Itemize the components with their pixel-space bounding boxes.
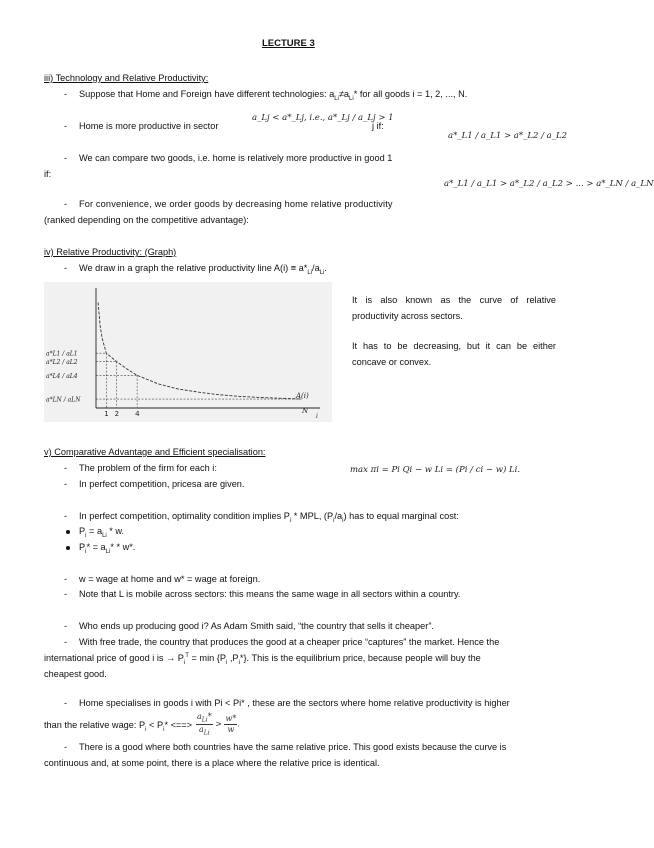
bullet-dot — [66, 530, 70, 534]
paragraph-ranked: (ranked depending on the competitive advantage): — [44, 215, 249, 225]
paragraph-wages: w = wage at home and w* = wage at foreign. — [79, 574, 261, 584]
paragraph-continuous: continuous and, at some point, there is a place where the relative price is identical. — [44, 758, 380, 768]
paragraph-same-price: There is a good where both countries have the same relative price. This good exists because the curve is — [79, 742, 507, 752]
paragraph-cheapest-good: cheapest good. — [44, 669, 107, 679]
x-tick-label: 2 — [114, 410, 120, 418]
paragraph-productive-sector: Home is more productive in sector — [79, 121, 219, 131]
relative-productivity-chart — [44, 282, 332, 422]
paragraph-if: if: — [44, 169, 52, 179]
list-dash: - — [64, 89, 68, 99]
section-v-heading: v) Comparative Advantage and Efficient specialisation: — [44, 447, 266, 457]
list-dash: - — [64, 153, 68, 163]
paragraph-home-specialises: Home specialises in goods i with Pi < Pi* , these are the sectors where home relative productivity is higher — [79, 698, 510, 708]
paragraph-adam-smith: Who ends up producing good i? As Adam Smith said, “the country that sells it cheaper”. — [79, 621, 434, 631]
list-dash: - — [64, 121, 68, 131]
chart-background — [44, 282, 332, 422]
section-iii-heading: iii) Technology and Relative Productivity: — [44, 73, 209, 83]
paragraph-compare-goods: We can compare two goods, i.e. home is relatively more productive in good 1 — [79, 153, 393, 163]
paragraph-curve-known: It is also known as the curve of relative productivity across sectors. — [352, 295, 556, 321]
paragraph-if-label: j if: — [372, 121, 384, 131]
bullet-dot — [66, 546, 70, 550]
paragraph-international-price: international price of good i is → $P_i^T = \min \{P_i$ $,P_i*$}. This is the equilibrium price, because people will buy the — [44, 653, 481, 666]
paragraph-convenience: For convenience, we order goods by decreasing home relative productivity — [79, 199, 393, 209]
equation-relative-wage: $\frac{a_{Li}*}{a_{Li}}$ > $\frac{w*}{w}$ . — [197, 712, 240, 737]
equation-sector: a_Lj < a*_Lj, i.e., a*_Lj / a_Lj > 1 — [252, 113, 394, 123]
list-dash: - — [64, 742, 68, 752]
x-tick-label: 1 — [104, 410, 109, 418]
paragraph-curve-decreasing: It has to be decreasing, but it can be either concave or convex. — [352, 341, 556, 367]
equation-order: a*_L1 / a_L1 > a*_L2 / a_L2 > ... > a*_LN / a_LN — [444, 179, 654, 189]
paragraph-prices-given: In perfect competition, pricesa are given. — [79, 479, 245, 489]
paragraph-firm-problem: The problem of the firm for each i: — [79, 463, 217, 473]
list-dash: - — [64, 621, 68, 631]
paragraph-labor-mobile: Note that L is mobile across sectors: this means the same wage in all sectors within a country. — [79, 589, 461, 599]
x-tick-label: 4 — [135, 410, 140, 418]
list-dash: - — [64, 511, 68, 521]
x-axis-label: N — [302, 407, 309, 415]
paragraph-technologies: Suppose that Home and Foreign have different technologies: $a_{Li}\ne a_{Li}*$ for all goods i = 1, 2, ..., N. — [79, 89, 468, 102]
equation-foreign-price: $P_i* = a_{Li}* * w*$. — [79, 542, 136, 555]
list-dash: - — [64, 574, 68, 584]
y-tick-label: a*L4 / aL4 — [46, 372, 78, 380]
section-iv-heading: iv) Relative Productivity: (Graph) — [44, 247, 177, 257]
list-dash: - — [64, 479, 68, 489]
paragraph-optimality: In perfect competition, optimality condition implies $P_i$ * MPL, $(P_i/a_i)$ has to equal marginal cost: — [79, 511, 459, 524]
list-dash: - — [64, 263, 68, 273]
list-dash: - — [64, 463, 68, 473]
equation-max-profit: max πi = Pi Qi − w Li = (Pi / ci − w) Li. — [350, 465, 521, 475]
paragraph-graph-intro: We draw in a graph the relative productivity line $A(i) \equiv a*_{Li}/a_{Li}$. — [79, 263, 327, 276]
x-axis-end-label: i — [316, 413, 318, 420]
y-tick-label: a*L2 / aL2 — [46, 359, 78, 367]
list-dash: - — [64, 589, 68, 599]
y-tick-label: a*L1 / aL1 — [46, 350, 78, 358]
equation-home-price: $P_i = a_{Li} * w$. — [79, 526, 125, 539]
curve-label: A(i) — [296, 392, 309, 400]
page-title: LECTURE 3 — [262, 38, 315, 49]
y-tick-label: a*LN / aLN — [46, 396, 81, 404]
equation-good1: a*_L1 / a_L1 > a*_L2 / a_L2 — [448, 131, 568, 141]
list-dash: - — [64, 637, 68, 647]
list-dash: - — [64, 698, 68, 708]
paragraph-free-trade: With free trade, the country that produces the good at a cheaper price “captures” the market. Hence the — [79, 637, 500, 647]
paragraph-relative-wage: than the relative wage: $P_i < P_i*$ <==> — [44, 720, 193, 733]
list-dash: - — [64, 199, 68, 209]
